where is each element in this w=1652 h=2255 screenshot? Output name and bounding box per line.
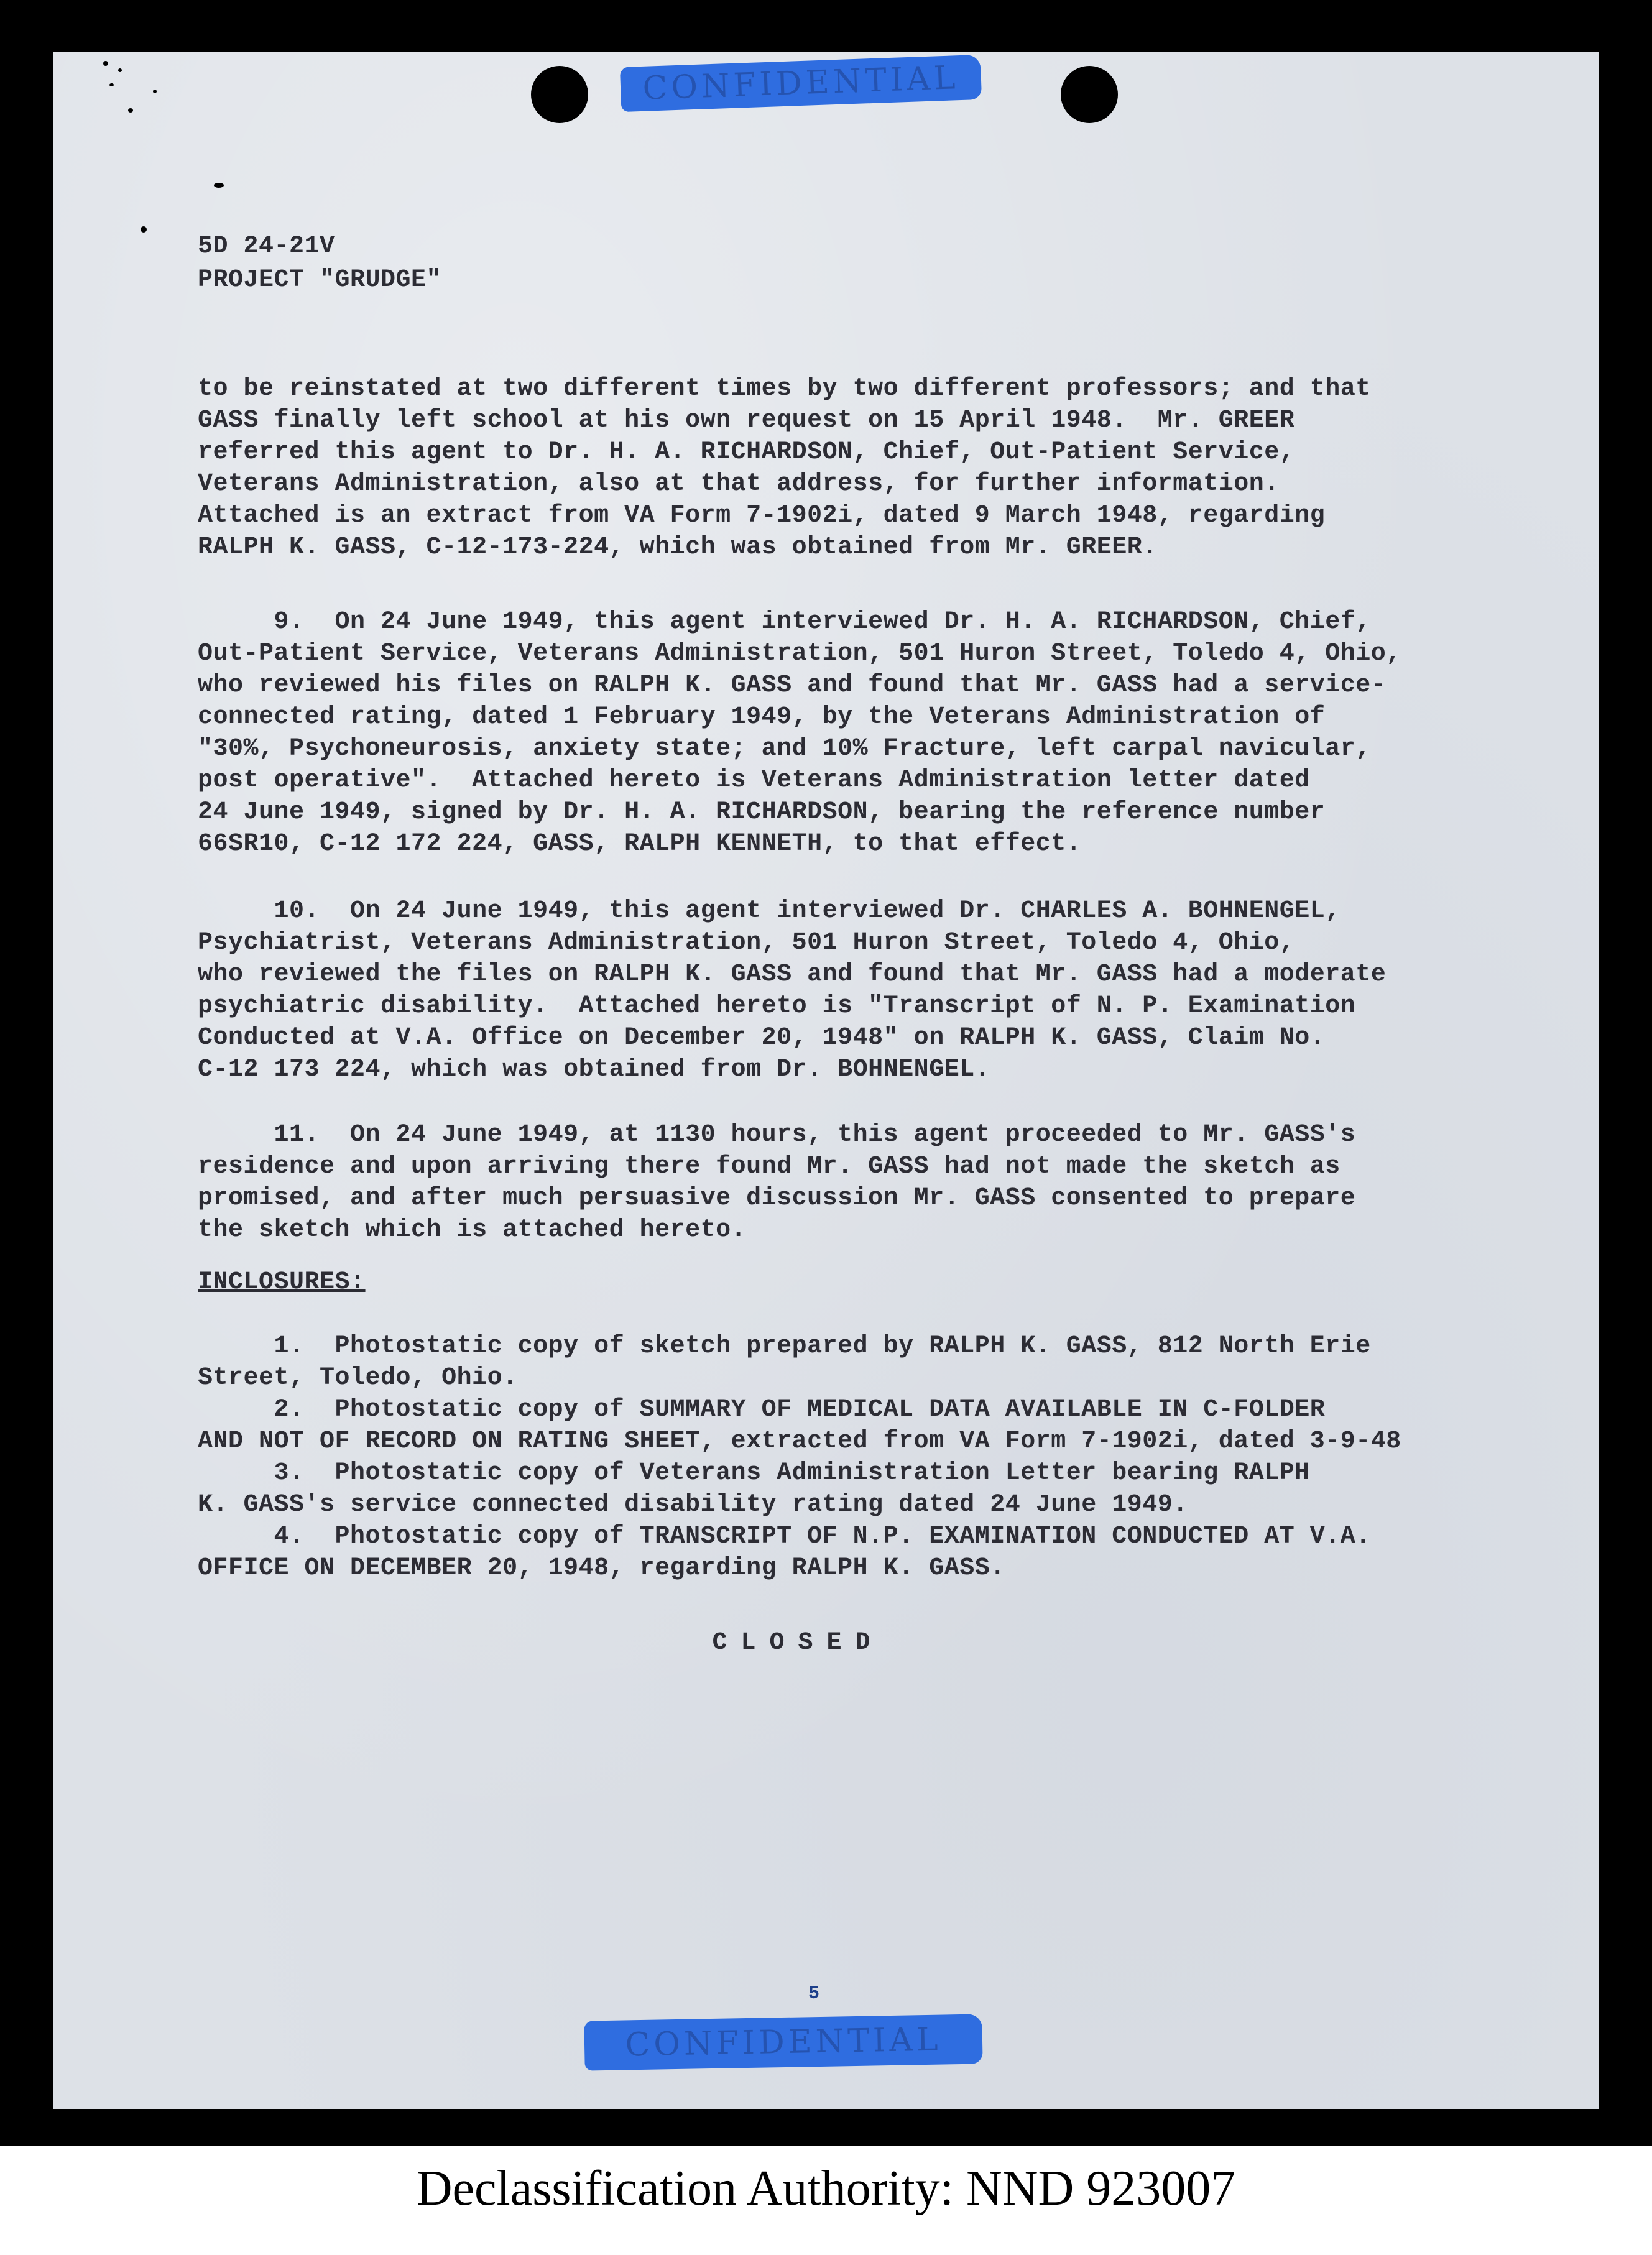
closed-marker: CLOSED <box>712 1629 884 1657</box>
text-line: GASS finally left school at his own request on 15 April 1948. Mr. GREER <box>198 407 1295 435</box>
text-line: psychiatric disability. Attached hereto is "Transcript of N. P. Examination <box>198 992 1356 1020</box>
text-line: who reviewed the files on RALPH K. GASS and found that Mr. GASS had a moderate <box>198 961 1387 989</box>
text-line: 24 June 1949, signed by Dr. H. A. RICHARDSON, bearing the reference number <box>198 798 1326 826</box>
text-line: the sketch which is attached hereto. <box>198 1216 747 1244</box>
text-line: Conducted at V.A. Office on December 20, 1948" on RALPH K. GASS, Claim No. <box>198 1024 1326 1052</box>
text-line: 9. On 24 June 1949, this agent interviewed Dr. H. A. RICHARDSON, Chief, <box>198 608 1371 636</box>
text-line: "30%, Psychoneurosis, anxiety state; and 10% Fracture, left carpal navicular, <box>198 735 1371 763</box>
list-item: OFFICE ON DECEMBER 20, 1948, regarding RALPH K. GASS. <box>198 1554 1005 1582</box>
confidential-stamp-bottom: CONFIDENTIAL <box>584 2014 982 2070</box>
file-number: 5D 24-21V <box>198 233 335 261</box>
text-line: connected rating, dated 1 February 1949, by the Veterans Administration of <box>198 703 1326 731</box>
page-number: 5 <box>808 1983 820 2004</box>
text-line: referred this agent to Dr. H. A. RICHARDSON, Chief, Out-Patient Service, <box>198 438 1295 466</box>
list-item: Street, Toledo, Ohio. <box>198 1364 518 1392</box>
text-line: 66SR10, C-12 172 224, GASS, RALPH KENNETH, to that effect. <box>198 830 1082 858</box>
punch-hole-right <box>1061 66 1118 123</box>
text-line: post operative". Attached hereto is Veterans Administration letter dated <box>198 767 1310 795</box>
list-item: 4. Photostatic copy of TRANSCRIPT OF N.P. EXAMINATION CONDUCTED AT V.A. <box>198 1523 1371 1551</box>
inclosures-heading: INCLOSURES: <box>198 1268 366 1296</box>
list-item: 1. Photostatic copy of sketch prepared by RALPH K. GASS, 812 North Erie <box>198 1332 1371 1360</box>
text-line: 10. On 24 June 1949, this agent interviewed Dr. CHARLES A. BOHNENGEL, <box>198 897 1341 925</box>
text-line: Psychiatrist, Veterans Administration, 501 Huron Street, Toledo 4, Ohio, <box>198 929 1295 957</box>
paragraph-10 <box>198 895 1541 1086</box>
inclosures-list <box>198 1330 1401 1584</box>
text-line: residence and upon arriving there found Mr. GASS had not made the sketch as <box>198 1153 1341 1181</box>
text-line: Attached is an extract from VA Form 7-1902i, dated 9 March 1948, regarding <box>198 502 1326 530</box>
paragraph-continuation <box>198 373 1541 563</box>
punch-hole-left <box>531 66 588 123</box>
list-item: 3. Photostatic copy of Veterans Administration Letter bearing RALPH <box>198 1459 1310 1487</box>
paragraph-9 <box>198 606 1541 860</box>
paragraph-11 <box>198 1119 1541 1246</box>
text-line: RALPH K. GASS, C-12-173-224, which was obtained from Mr. GREER. <box>198 533 1158 561</box>
text-line: 11. On 24 June 1949, at 1130 hours, this agent proceeded to Mr. GASS's <box>198 1121 1356 1149</box>
confidential-stamp-top: CONFIDENTIAL <box>620 55 982 112</box>
document-header <box>198 230 441 297</box>
list-item: K. GASS's service connected disability rating dated 24 June 1949. <box>198 1491 1188 1519</box>
text-line: promised, and after much persuasive discussion Mr. GASS consented to prepare <box>198 1184 1356 1212</box>
list-item: AND NOT OF RECORD ON RATING SHEET, extracted from VA Form 7-1902i, dated 3-9-48 <box>198 1427 1401 1455</box>
list-item: 2. Photostatic copy of SUMMARY OF MEDICAL DATA AVAILABLE IN C-FOLDER <box>198 1396 1326 1424</box>
text-line: Out-Patient Service, Veterans Administration, 501 Huron Street, Toledo 4, Ohio, <box>198 640 1401 668</box>
project-title: PROJECT "GRUDGE" <box>198 266 442 294</box>
text-line: C-12 173 224, which was obtained from Dr. BOHNENGEL. <box>198 1056 990 1084</box>
text-line: to be reinstated at two different times by two different professors; and that <box>198 375 1371 403</box>
text-line: Veterans Administration, also at that address, for further information. <box>198 470 1280 498</box>
declassification-footer: Declassification Authority: NND 923007 <box>416 2161 1236 2216</box>
text-line: who reviewed his files on RALPH K. GASS and found that Mr. GASS had a service- <box>198 671 1387 699</box>
